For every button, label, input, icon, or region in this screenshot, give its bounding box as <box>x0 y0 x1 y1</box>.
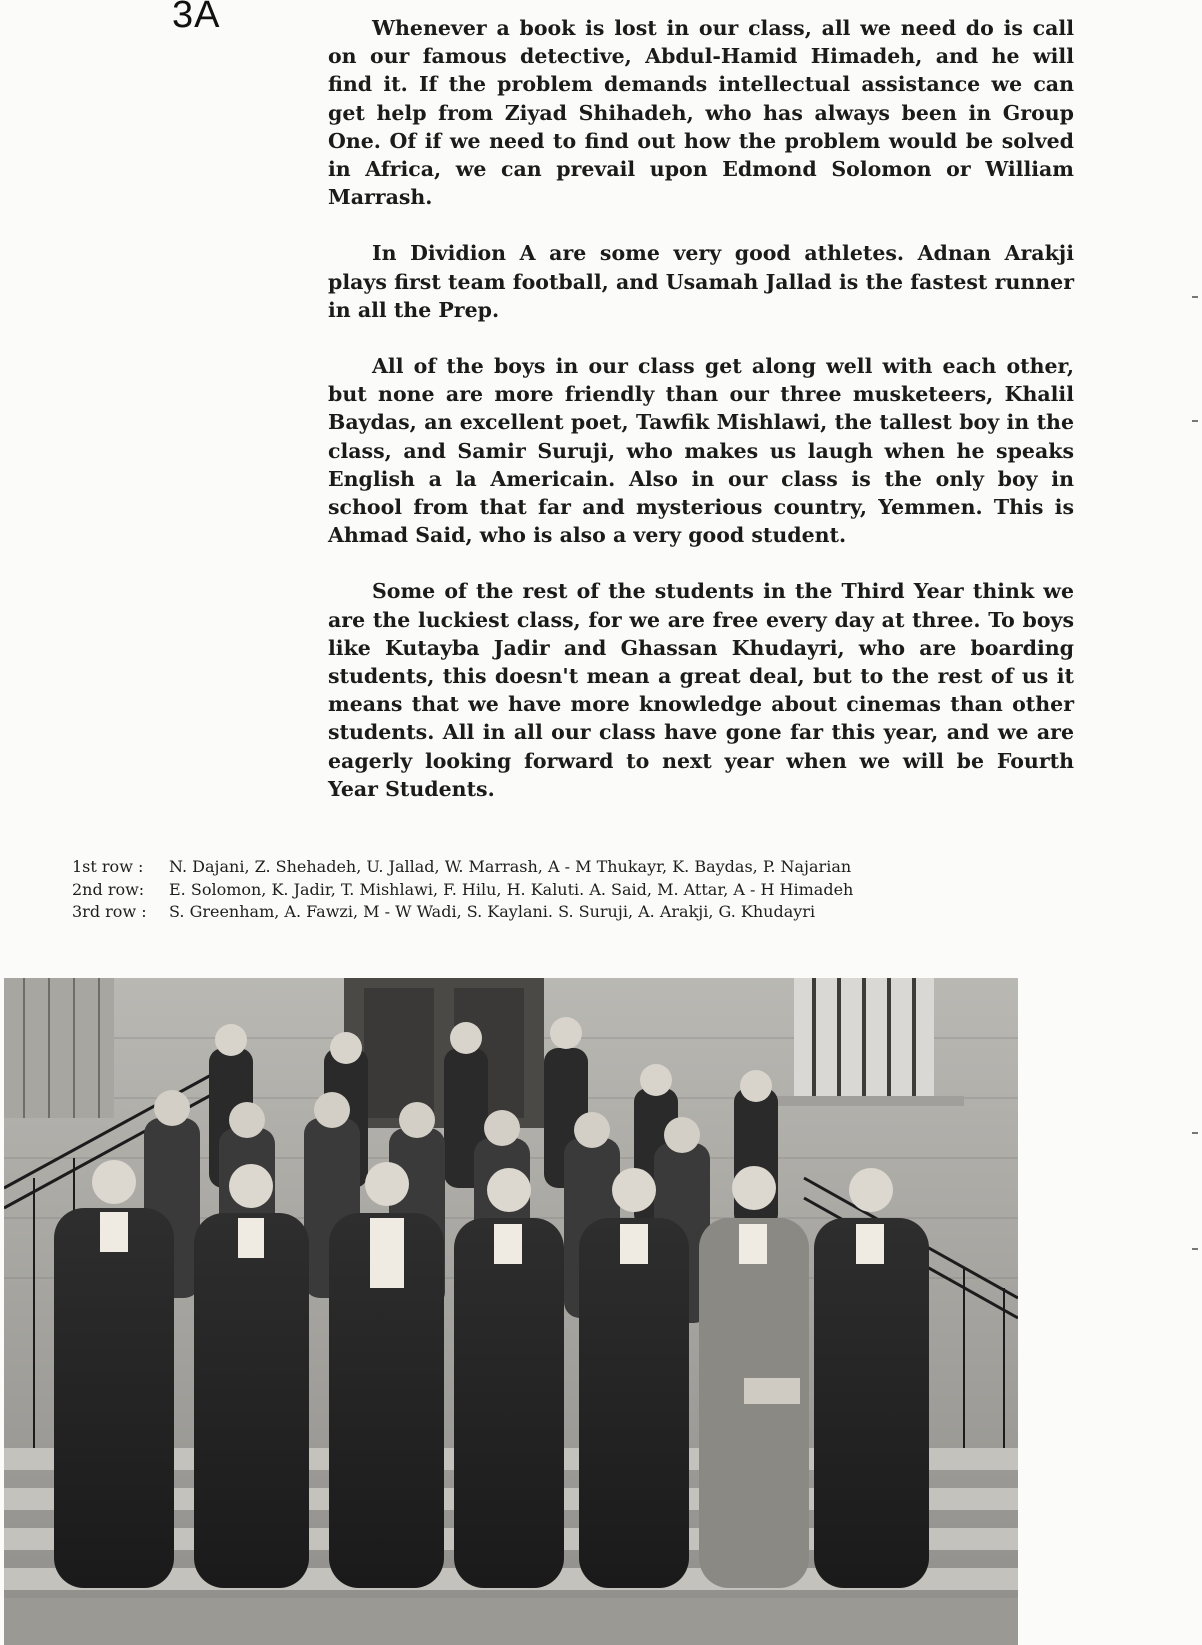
scan-edge-mark <box>1192 420 1198 422</box>
caption-row-label: 3rd row : <box>72 902 147 921</box>
paragraph-4: Some of the rest of the students in the Third Year think we are the luckiest class, for we are free every day at three. To boys like Kutayba Jadir and Ghassan Khudayri, who are boarding students, this doesn't mean a great deal, but to the rest of us it means that we have more knowledge about cinemas than other students. All in all our class have gone far this year, and we are eagerly looking forward to next year when we will be Fourth Year Students. <box>328 579 1074 801</box>
scan-edge-mark <box>1192 1132 1198 1134</box>
page-label: 3A <box>172 0 221 36</box>
caption-row-names: S. Greenham, A. Fawzi, M - W Wadi, S. Kaylani. S. Suruji, A. Arakji, G. Khudayri <box>169 902 816 921</box>
paragraph-2: In Dividion A are some very good athletes. Adnan Arakji plays first team football, and Usamah Jallad is the fastest runner in all the Prep. <box>328 241 1074 322</box>
caption-row-1 <box>72 856 929 879</box>
class-group-photo <box>4 978 1018 1645</box>
caption-row-3 <box>72 901 929 924</box>
caption-row-label: 2nd row: <box>72 879 145 899</box>
caption-row-names: N. Dajani, Z. Shehadeh, U. Jallad, W. Marrash, A - M Thukayr, K. Baydas, P. Najarian <box>169 857 852 876</box>
article-body <box>328 14 1074 831</box>
caption-row-names: E. Solomon, K. Jadir, T. Mishlawi, F. Hilu, H. Kaluti. A. Said, M. Attar, A - H Himadeh <box>169 879 854 899</box>
class-group-photo-drawing <box>4 978 1018 1645</box>
scan-edge-mark <box>1192 1248 1198 1250</box>
photo-caption <box>72 856 929 924</box>
caption-row-label: 1st row : <box>72 857 144 876</box>
paragraph-3: All of the boys in our class get along well with each other, but none are more friendly than our three musketeers, Khalil Baydas, an excellent poet, Tawfik Mishlawi, the tallest boy in the class, and Samir Suruji, who makes us laugh when he speaks English a la Americain. Also in our class is the only boy in school from that far and mysterious country, Yemmen. This is Ahmad Said, who is also a very good student. <box>328 354 1074 548</box>
caption-row-2 <box>72 879 929 902</box>
scan-edge-mark <box>1192 296 1198 298</box>
paragraph-1: Whenever a book is lost in our class, all we need do is call on our famous detective, Abdul-Hamid Himadeh, and he will find it. If the problem demands intellectual assistance we can get help from Ziyad Shihadeh, who has always been in Group One. Of if we need to find out how the problem would be solved in Africa, we can prevail upon Edmond Solomon or William Marrash. <box>328 16 1074 210</box>
